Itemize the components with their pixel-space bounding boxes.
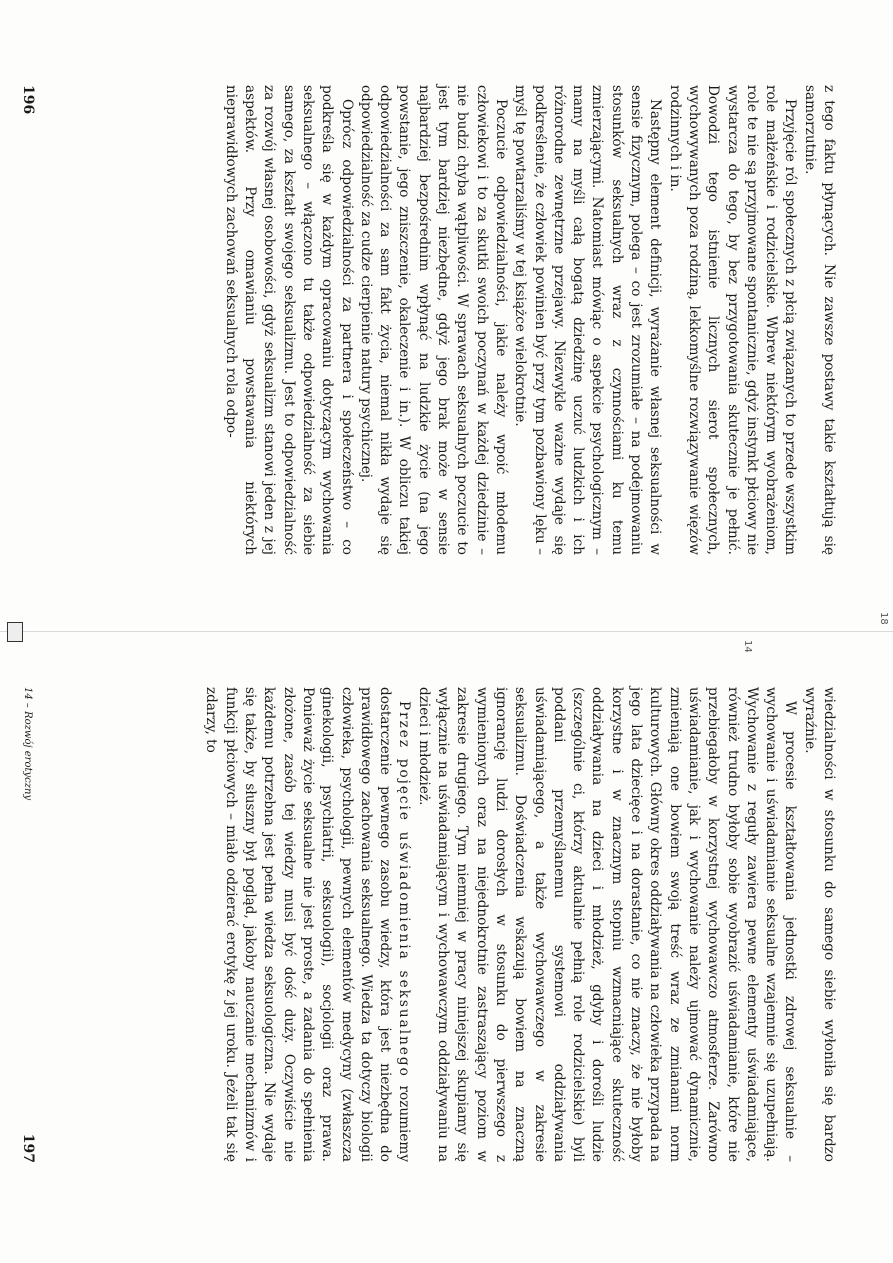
left-page <box>0 0 893 631</box>
paragraph: Oprócz odpowiedzialności za partnera i społeczeństwo – co podkreśla się w każdym opracowaniu dotyczącym wychowania seksualnego – włączono tu także odpowiedzialność za siebie samego, za kształt swojego seksualizmu. Jest to odpowiedzialność za rozwój własnej osobowości, gdyż seksualizm stanowi jeden z jej aspektów. Przy omawianiu powstawania niektórych nieprawidłowych zachowań seksualnych rola odpo- <box>222 85 355 555</box>
paragraph: Następny element definicji, wyrażanie własnej seksualności w sensie fizycznym, polega – co jest zrozumiałe – na podejmowaniu stosunków seksualnych wraz z czynnościami ku temu zmierzającymi. Natomiast mówiąc o aspekcie psychologicznym – mamy na myśli całą bogatą dziedzinę uczuć ludzkich i ich różnorodne zewnętrzne przejawy. Niezwykle ważne wydaje się podkreślenie, że człowiek powinien być przy tym pozbawiony lęku – myśl tę powtarzaliśmy w tej książce wielokrotnie. <box>512 85 664 555</box>
paragraph: wiedzialności w stosunku do samego siebie wyłoniła się bardzo wyraźnie. <box>801 687 837 1162</box>
right-page-text <box>201 687 838 1162</box>
paragraph-rest: rozumiemy dostarczenie pewnego zasobu wiedzy, która jest niezbędna do prawidłowego zachowania seksualnego. Wiedza ta dotyczy biologii człowieka, psychologii, pewnych elementów medycyny (zwłaszcza ginekologii, psychiatrii, seksuologii), socjologii oraz prawa. Ponieważ życie seksualne nie jest proste, a zadania do spełnienia złożone, zasób tej wiedzy musi być dość duży. Oczywiście nie każdemu potrzebna jest pełna wiedza seksuologiczna. Nie wydaje się także, by słuszny był pogląd, jakoby nauczanie mechanizmów i funkcji płciowych – miało odzierać erotykę z jej uroku. Jeżeli tak się zdarzy, to <box>203 687 413 1162</box>
running-footer: 14 – Rozwój erotyczny <box>22 687 33 801</box>
paragraph: W procesie kształtowania jednostki zdrowej seksualnie – wychowanie i uświadamianie seksualne wzajemnie się uzupełniają. Wychowanie z reguły zawiera pewne elementy uświadamiające, również trudno byłoby sobie wyobrazić uświadamianie, które nie przebiegałoby w korzystnej wychowawczo atmosferze. Zarówno uświadamianie, jak i wychowanie należy ujmować dynamicznie, zmieniają one bowiem swoją treść wraz ze zmianami norm kulturowych. Główny okres oddziaływania na człowieka przypada na jego lata dziecięce i na dorastanie, co nie znaczy, że nie byłoby korzystne i w znacznym stopniu wzmacniające skuteczność oddziaływania na dzieci i młodzież, gdyby i dorośli ludzie (szczególnie ci, którzy aktualnie pełnią role rodzicielskie) byli poddani przemyślanemu systemowi oddziaływania uświadamiającego, a także wychowawczego w zakresie seksualizmu. Doświadczenia wskazują bowiem na znaczną ignorancję ludzi dorosłych w stosunku do pierwszego z wymienionych oraz na niejednokrotnie zastraszający poziom w zakresie drugiego. Tym niemniej w pracy niniejszej skupiamy się wyłącznie na uświadamiającym i wychowawczym oddziaływaniu na dzieci i młodzież. <box>415 687 799 1162</box>
page-number-left: 196 <box>20 85 36 115</box>
left-page-text <box>221 85 839 555</box>
paragraph <box>201 687 413 1162</box>
page-number-right: 197 <box>20 1133 36 1163</box>
paragraph: z tego faktu płynących. Nie zawsze postawy takie kształtują się samorzutnie. <box>801 85 837 555</box>
paragraph: Przyjęcie ról społecznych z płcią związanych to przede wszystkim role małżeńskie i rodzicielskie. Wbrew niektórym wyobrażeniom, role te nie są przyjmowane spontanicznie, gdyż instynkt płciowy nie wystarcza do tego, by bez przygotowania skutecznie je pełnić. Dowodzi tego istnienie licznych sierot społecznych, wychowywanych poza rodziną, lekkomyślne rozwiązywanie więzów rodzinnych i in. <box>666 85 799 555</box>
right-page <box>0 632 893 1263</box>
spaced-emphasis: Przez pojęcie uświadomienia seksualnego <box>396 701 413 1078</box>
scan-mark-mid: 14 <box>742 640 753 653</box>
paragraph: Poczucie odpowiedzialności, jakie należy wpoić młodemu człowiekowi i to za skutki swoich poczynań w każdej dziedzinie – nie budzi chyba wątpliwości. W sprawach seksualnych poczucie to jest tym bardziej niezbędne, gdyż jego brak może w sensie najbardziej bezpośrednim wpłynąć na ludzkie życie (na jego powstanie, jego zniszczenie, okaleczenie i in.). W obliczu takiej odpowiedzialności za sam fakt życia, niemal nikła wydaje się odpowiedzialność za cudze cierpienie natury psychicznej. <box>357 85 509 555</box>
scan-mark-top: 18 <box>878 612 889 625</box>
